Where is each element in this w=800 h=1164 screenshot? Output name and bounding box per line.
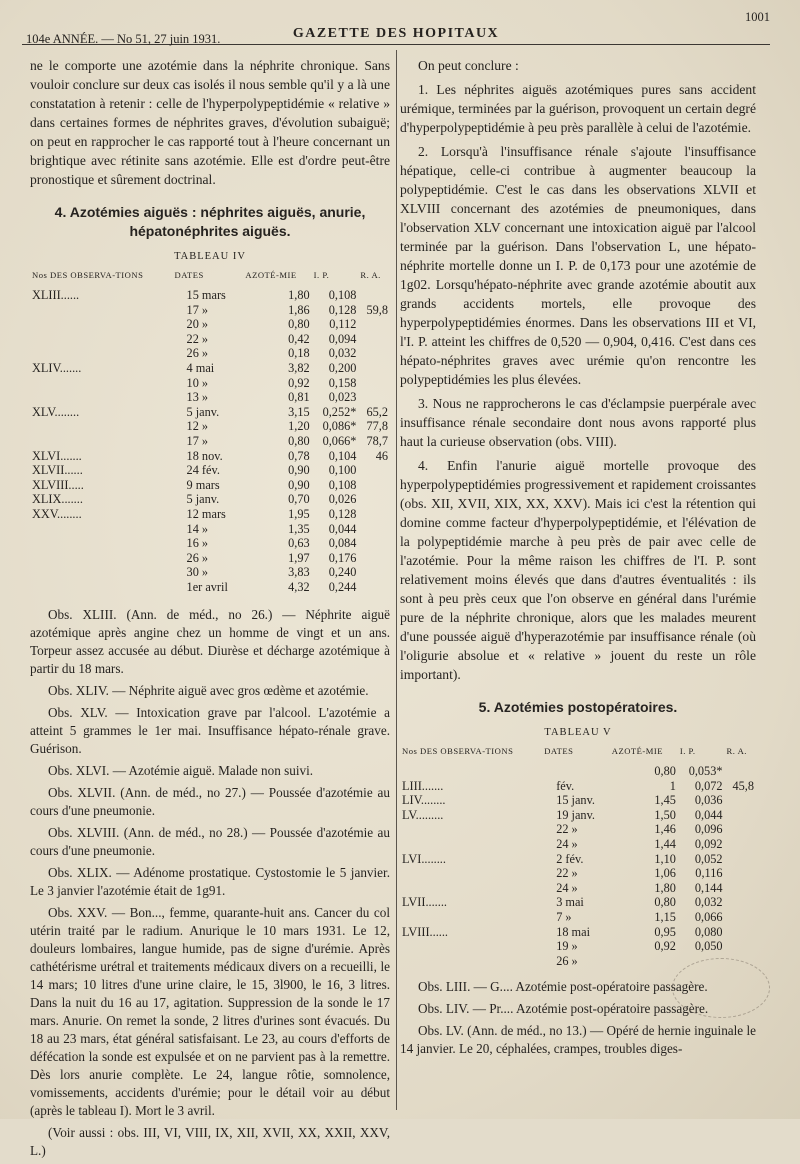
observation-paragraph: Obs. XLVIII. (Ann. de méd., no 28.) — Poussée d'azotémie au cours d'une pneumonie. [30, 825, 390, 859]
table-row [30, 580, 390, 595]
library-stamp [672, 958, 770, 1018]
conclusion-lead: On peut conclure : [418, 58, 519, 73]
cell-obs [30, 536, 173, 551]
cell-obs: XLVI....... [32, 448, 82, 463]
issue-line: 104e ANNÉE. — No 51, 27 juin 1931. [26, 32, 221, 46]
cell-obs [30, 580, 173, 595]
cell-date: 30 » [186, 565, 209, 580]
cell-date: fév. [556, 778, 575, 793]
cell-ip: 0,100 [328, 463, 357, 478]
cell-ip: 0,176 [328, 550, 357, 565]
cell-azotemie: 0,90 [288, 477, 310, 492]
cell-date [542, 764, 610, 779]
cell-azotemie: 4,32 [288, 579, 310, 594]
cell-ra: 45,8 [732, 778, 754, 793]
cell-azotemie: 1,95 [288, 506, 310, 521]
cell-azotemie: 0,80 [288, 433, 310, 448]
observation-paragraph: Obs. LIII. — G.... Azotémie post-opératoire passagère. [418, 979, 708, 995]
cell-ra: 65,2 [366, 404, 388, 419]
cell-ra [358, 522, 390, 537]
col-header-dates: DATES [174, 270, 204, 280]
cell-ra [725, 837, 756, 852]
cell-azotemie: 0,63 [288, 536, 310, 551]
cell-ra [725, 925, 756, 940]
observation-paragraph: Obs. XLIV. — Néphrite aiguë avec gros œdème et azotémie. [48, 683, 369, 699]
cell-obs [400, 939, 542, 954]
cell-ra [725, 881, 756, 896]
cell-azotemie: 3,83 [288, 565, 310, 580]
cell-ra [358, 332, 390, 347]
col-header-azotemie: AZOTÉ-MIE [611, 746, 664, 756]
table-row [400, 881, 756, 896]
cell-obs [400, 764, 542, 779]
table-row [400, 822, 756, 837]
cell-azotemie: 1,86 [288, 302, 310, 317]
cell-azotemie: 0,90 [288, 463, 310, 478]
cell-ip: 0,084 [328, 536, 357, 551]
cell-obs [30, 346, 173, 361]
cell-ip: 0,144 [694, 880, 723, 895]
table-iv-body [30, 288, 390, 594]
table-row [30, 478, 390, 493]
cell-obs [30, 565, 173, 580]
table-row [30, 434, 390, 449]
cell-date: 22 » [186, 331, 209, 346]
table-row [30, 390, 390, 405]
col-header-ip: I. P. [313, 270, 330, 280]
observation-paragraph: Obs. XLIII. (Ann. de méd., no 26.) — Néphrite aiguë azotémique après angine chez un homme de vingt et un ans. Torpeur assez accusée au début. Diurèse et décharge azotémique à partir du 18 mars. [30, 607, 390, 677]
cell-ip: 0,108 [328, 288, 357, 302]
cell-obs: LVIII...... [402, 924, 448, 939]
cell-ra [358, 478, 390, 493]
cell-date: 10 » [186, 375, 209, 390]
cell-date: 12 mars [186, 506, 226, 521]
left-column [30, 56, 390, 1164]
cell-obs [400, 866, 542, 881]
cell-obs: LIII....... [402, 778, 444, 793]
cell-ip: 0,086* [322, 419, 357, 434]
cell-obs [30, 376, 173, 391]
cell-ra [358, 390, 390, 405]
cell-obs: LIV........ [402, 793, 446, 808]
section-5-title: 5. Azotémies postopératoires. [478, 699, 678, 715]
cell-obs [400, 954, 542, 969]
cell-ip: 0,032 [328, 346, 357, 361]
cell-azotemie: 1,97 [288, 550, 310, 565]
cell-ra [358, 346, 390, 361]
cell-date: 12 » [186, 419, 209, 434]
conclusion-paragraph: 1. Les néphrites aiguës azotémiques pures sans accident urémique, terminées par la guérison, provoquent un certain degré d'hyperpolypeptidémie à peu près parallèle à celui de l'azotémie. [400, 82, 756, 135]
cell-date: 22 » [556, 866, 578, 881]
cell-ra [725, 793, 756, 808]
cell-ip: 0,158 [328, 375, 357, 390]
cell-obs [30, 522, 173, 537]
table-row [30, 419, 390, 434]
table-row [400, 866, 756, 881]
table-row [30, 317, 390, 332]
cell-ip: 0,096 [694, 822, 723, 837]
cell-ra [358, 492, 390, 507]
cell-ip: 0,053* [688, 764, 723, 778]
table-row [30, 449, 390, 464]
section-4-title: 4. Azotémies aiguës : néphrites aiguës, anurie, hépatonéphrites aiguës. [54, 204, 366, 239]
journal-title: GAZETTE DES HOPITAUX [292, 26, 500, 41]
col-header-ra: R. A. [726, 746, 747, 756]
column-divider [396, 50, 397, 1110]
cell-date: 13 » [186, 390, 209, 405]
cell-ra [358, 288, 390, 303]
conclusion-paragraph: 2. Lorsqu'à l'insuffisance rénale s'ajoute l'insuffisance hépatique, celle-ci contribue à augmenter beaucoup la polypeptidémie. C'est le cas dans les observations XLVII et XLVIII concernant des azotémies de pneumoniques, dans l'observation XLV concernant une intoxication aiguë par l'alcool terminée par la guérison. Dans l'observation L, une hépato-néphrite mortelle donne un I. P. de 0,173 pour une azotémie de 1g02. Lorsqu'hépato-néphrite avec grande azotémie aboutit aux grands accidents mortels, elle provoque des hyperpolypeptidémies énormes. Dans les observations III et VI, l'I. P. atteint les chiffres de 0,520 — 0,904, 0,416. C'est dans ces hépato-néphrites graves avec urémie qu'on rencontre les polypeptidémies les plus élevées. [400, 144, 756, 387]
cell-date: 5 janv. [186, 492, 220, 507]
cell-date: 26 » [556, 953, 578, 968]
table-iv-caption: TABLEAU IV [174, 251, 246, 262]
cell-ra: 78,7 [366, 433, 388, 448]
cell-azotemie: 1,15 [654, 909, 676, 924]
cell-ip: 0,044 [328, 521, 357, 536]
cell-obs [30, 390, 173, 405]
cell-date: 18 mai [556, 924, 590, 939]
cell-date: 17 » [186, 433, 209, 448]
cell-obs [30, 419, 173, 434]
cell-obs: XXV........ [32, 506, 82, 521]
cell-date: 14 » [186, 521, 209, 536]
cell-obs [30, 434, 173, 449]
cell-ip: 0,128 [328, 506, 357, 521]
table-v-caption: TABLEAU V [544, 727, 612, 738]
cell-azotemie: 1,50 [654, 807, 676, 822]
cell-ra [358, 536, 390, 551]
cell-azotemie: 1,35 [288, 521, 310, 536]
cell-obs: LVII....... [402, 895, 447, 910]
table-row [30, 303, 390, 318]
cell-date: 3 mai [556, 895, 584, 910]
cell-azotemie: 3,15 [288, 404, 310, 419]
cell-obs: XLIII...... [32, 288, 80, 302]
cell-date: 24 fév. [186, 463, 220, 478]
cell-date: 19 » [556, 939, 578, 954]
cell-obs [400, 881, 542, 896]
table-row [30, 376, 390, 391]
cell-date: 15 janv. [556, 793, 596, 808]
table-row [30, 492, 390, 507]
observation-paragraph: Obs. XLIX. — Adénome prostatique. Cystostomie le 5 janvier. Le 3 janvier l'azotémie était de 1g91. [30, 865, 390, 899]
cell-obs: XLVIII..... [32, 477, 84, 492]
cell-azotemie: 0,92 [288, 375, 310, 390]
conclusion-paragraph: 4. Enfin l'anurie aiguë mortelle provoque des hyperpolypeptidémies progressivement et rapidement croissantes (obs. XII, XVII, XIX, XX, XXV). Mais ici c'est la rétention qui domine comme facteur d'hyperpolypeptidémie, et l'élévation de la polypeptidémie marche à peu près de pair avec celle de l'azotémie. Pour la même raison les chiffres de l'I. P. sont relativement moins élevés que dans d'autres éventualités : ils sont à peu près ceux que l'on observe en général dans l'urémie pure de la néphrite chronique, alors que les malades meurent d'une poussée aiguë d'hyperazotémie par insuffisance rénale (où l'oligurie absolue et « relative » jouent du reste un rôle important). [400, 458, 756, 682]
table-v [400, 746, 756, 968]
cell-ip: 0,112 [329, 317, 357, 332]
col-header-ip: I. P. [679, 746, 696, 756]
table-row [30, 288, 390, 303]
cell-date: 1er avril [186, 579, 228, 594]
cell-date: 19 janv. [556, 807, 596, 822]
cell-azotemie: 0,95 [654, 924, 676, 939]
cell-ra [358, 565, 390, 580]
page-number: 1001 [745, 10, 770, 24]
cell-obs [400, 910, 542, 925]
table-row [30, 463, 390, 478]
table-v-body [400, 764, 756, 968]
cell-ra [725, 895, 756, 910]
table-row [400, 910, 756, 925]
cell-ra [725, 939, 756, 954]
cell-obs: XLIV....... [32, 360, 82, 375]
cell-azotemie: 0,80 [288, 317, 310, 332]
cell-date: 17 » [186, 302, 209, 317]
conclusion-points [400, 80, 756, 684]
cell-ip: 0,128 [328, 302, 357, 317]
observation-paragraph: Obs. XLVI. — Azotémie aiguë. Malade non suivi. [48, 763, 314, 779]
observation-paragraph: Obs. XLVII. (Ann. de méd., no 27.) — Poussée d'azotémie au cours d'une pneumonie. [30, 785, 390, 819]
col-header-obs: Nos DES OBSERVA-TIONS [32, 270, 144, 280]
cell-ip: 0,116 [695, 866, 723, 881]
table-row [400, 939, 756, 954]
cell-date: 9 mars [186, 477, 220, 492]
cell-date: 5 janv. [186, 404, 220, 419]
cell-obs [30, 332, 173, 347]
cell-date: 2 fév. [556, 851, 584, 866]
cell-obs [400, 837, 542, 852]
table-row [400, 895, 756, 910]
cell-date: 18 nov. [186, 448, 223, 463]
cell-date: 24 » [556, 880, 578, 895]
cell-obs: XLVII...... [32, 463, 83, 478]
cell-azotemie: 1,80 [654, 880, 676, 895]
cell-ip: 0,050 [694, 939, 723, 954]
table-v-header [400, 746, 756, 764]
cell-azotemie: 0,81 [288, 390, 310, 405]
cell-ra [725, 910, 756, 925]
cell-ip: 0,104 [328, 448, 357, 463]
cell-ip: 0,108 [328, 477, 357, 492]
cell-azotemie: 0,92 [654, 939, 676, 954]
cell-ra [358, 551, 390, 566]
cell-ra [725, 764, 756, 779]
col-header-obs: Nos DES OBSERVA-TIONS [402, 746, 514, 756]
cell-ip: 0,044 [694, 807, 723, 822]
cell-ip: 0,240 [328, 565, 357, 580]
cell-ip: 0,066 [694, 909, 723, 924]
col-header-ra: R. A. [360, 270, 381, 280]
table-row [400, 779, 756, 794]
cell-ra [358, 361, 390, 376]
table-iv [30, 270, 390, 594]
cell-date: 22 » [556, 822, 578, 837]
cell-azotemie: 1 [669, 778, 676, 793]
intro-paragraph: ne le comporte une azotémie dans la néphrite chronique. Sans vouloir conclure sur deux cas isolés il nous semble qu'il y a là une constatation à retenir : celle de l'hyperpolypeptidémie « relative » dans certaines formes de néphrites graves, d'évolution subaiguë; on peut en rapprocher le cas rapporté tout à l'heure concernant un brightique avec rétinite sans azotémie. Elle est d'ordre peut-être pronostique et sûrement doctrinal. [30, 58, 390, 187]
cell-ip: 0,092 [694, 836, 723, 851]
cell-date: 26 » [186, 550, 209, 565]
table-row [30, 522, 390, 537]
cell-ip: 0,080 [694, 924, 723, 939]
cell-date: 15 mars [186, 288, 226, 302]
cell-ip: 0,032 [694, 895, 723, 910]
observation-paragraph: Obs. LIV. — Pr.... Azotémie post-opératoire passagère. [418, 1001, 709, 1017]
cell-azotemie: 0,70 [288, 492, 310, 507]
cell-ra [358, 463, 390, 478]
table-row [30, 405, 390, 420]
cell-date: 24 » [556, 836, 578, 851]
table-row [30, 551, 390, 566]
cell-ip: 0,252* [322, 404, 357, 419]
cell-obs: XLV........ [32, 404, 80, 419]
cell-ip: 0,026 [328, 492, 357, 507]
cell-date: 16 » [186, 536, 209, 551]
cell-ra: 59,8 [366, 302, 388, 317]
cell-ra [725, 866, 756, 881]
cell-ip: 0,094 [328, 331, 357, 346]
table-row [400, 764, 756, 779]
cell-ip: 0,072 [694, 778, 723, 793]
cell-azotemie: 0,78 [288, 448, 310, 463]
cell-azotemie: 1,06 [654, 866, 676, 881]
cell-azotemie: 1,44 [654, 836, 676, 851]
table-row [400, 793, 756, 808]
cell-azotemie: 0,80 [654, 895, 676, 910]
cell-azotemie: 1,46 [654, 822, 676, 837]
cell-azotemie: 1,10 [654, 851, 676, 866]
table-row [400, 808, 756, 823]
cell-ra [725, 852, 756, 867]
cell-azotemie: 1,80 [288, 288, 310, 302]
table-row [400, 925, 756, 940]
cell-date: 7 » [556, 909, 572, 924]
cell-azotemie: 1,45 [654, 793, 676, 808]
table-row [30, 536, 390, 551]
cell-ra: 77,8 [366, 419, 388, 434]
cell-azotemie: 0,42 [288, 331, 310, 346]
cell-date: 26 » [186, 346, 209, 361]
table-row [30, 565, 390, 580]
observation-paragraph: Obs. LV. (Ann. de méd., no 13.) — Opéré de hernie inguinale le 14 janvier. Le 20, céphalées, crampes, troubles diges- [400, 1023, 756, 1057]
cell-obs [400, 822, 542, 837]
page-header [22, 4, 770, 45]
table-row [30, 346, 390, 361]
cell-ra [358, 580, 390, 595]
observation-paragraph: (Voir aussi : obs. III, VI, VIII, IX, XII, XVII, XX, XXII, XXV, L.) [30, 1125, 390, 1159]
cell-azotemie: 3,82 [288, 360, 310, 375]
cell-obs: LVI........ [402, 851, 446, 866]
cell-ip: 0,200 [328, 360, 357, 375]
cell-obs [30, 551, 173, 566]
cell-ra: 46 [375, 448, 388, 463]
cell-obs: LV......... [402, 807, 444, 822]
cell-date: 4 mai [186, 360, 215, 375]
cell-azotemie: 0,18 [288, 346, 310, 361]
cell-ip: 0,066* [322, 433, 357, 448]
cell-ip: 0,023 [328, 390, 357, 405]
right-column [400, 56, 756, 1062]
observation-paragraph: Obs. XXV. — Bon..., femme, quarante-huit ans. Cancer du col utérin traité par le radium. Anurique le 10 mars 1931. Le 12, douleurs lombaires, langue humide, pas de signe d'urémie. Après cathétérisme urétral et traitements médicaux divers on a recueilli, le 14 mars; 10 litres d'une urine claire, le 15, 3l900, le 16, 3 litres. Dans la nuit du 16 au 17, agitation. Suppression de la sonde le 17 mars. Anurie. On remet la sonde, 2 litres d'urines sont évacués. Du 18 au 23 mars, état général satisfaisant. Le 23, au cours d'efforts de défécation la sonde est expulsée et on ne parvient pas à la remettre. Dès lors anurie complète. Le 24, langue rôtie, somnolence, vomissements, accidents d'urémie; pour le détail voir au début (après le tableau I). Mort le 3 avril. [30, 905, 390, 1119]
cell-ip: 0,244 [328, 579, 357, 594]
table-row [30, 361, 390, 376]
col-header-dates: DATES [544, 746, 574, 756]
table-row [30, 507, 390, 522]
cell-ip: 0,052 [694, 851, 723, 866]
cell-ip: 0,036 [694, 793, 723, 808]
cell-ra [725, 822, 756, 837]
observation-paragraph: Obs. XLV. — Intoxication grave par l'alcool. L'azotémie a atteint 5 grammes le 1er mai. Insuffisance hépato-rénale grave. Guérison. [30, 705, 390, 757]
table-iv-header [30, 270, 390, 288]
left-observations [30, 606, 390, 1160]
table-row [30, 332, 390, 347]
col-header-azotemie: AZOTÉ-MIE [245, 270, 297, 280]
table-row [400, 852, 756, 867]
cell-obs [30, 303, 173, 318]
cell-date: 20 » [186, 317, 209, 332]
cell-ra [358, 376, 390, 391]
cell-obs: XLIX....... [32, 492, 83, 507]
cell-azotemie: 0,80 [654, 764, 676, 778]
table-row [400, 837, 756, 852]
cell-obs [30, 317, 173, 332]
cell-ra [725, 808, 756, 823]
cell-azotemie: 1,20 [288, 419, 310, 434]
cell-ra [358, 507, 390, 522]
cell-azotemie [610, 954, 678, 969]
cell-ra [358, 317, 390, 332]
conclusion-paragraph: 3. Nous ne rapprocherons le cas d'éclampsie puerpérale avec insuffisance rénale secondaire dont nous avons rapporté plus haut la curieuse observation (obs. VIII). [400, 396, 756, 449]
